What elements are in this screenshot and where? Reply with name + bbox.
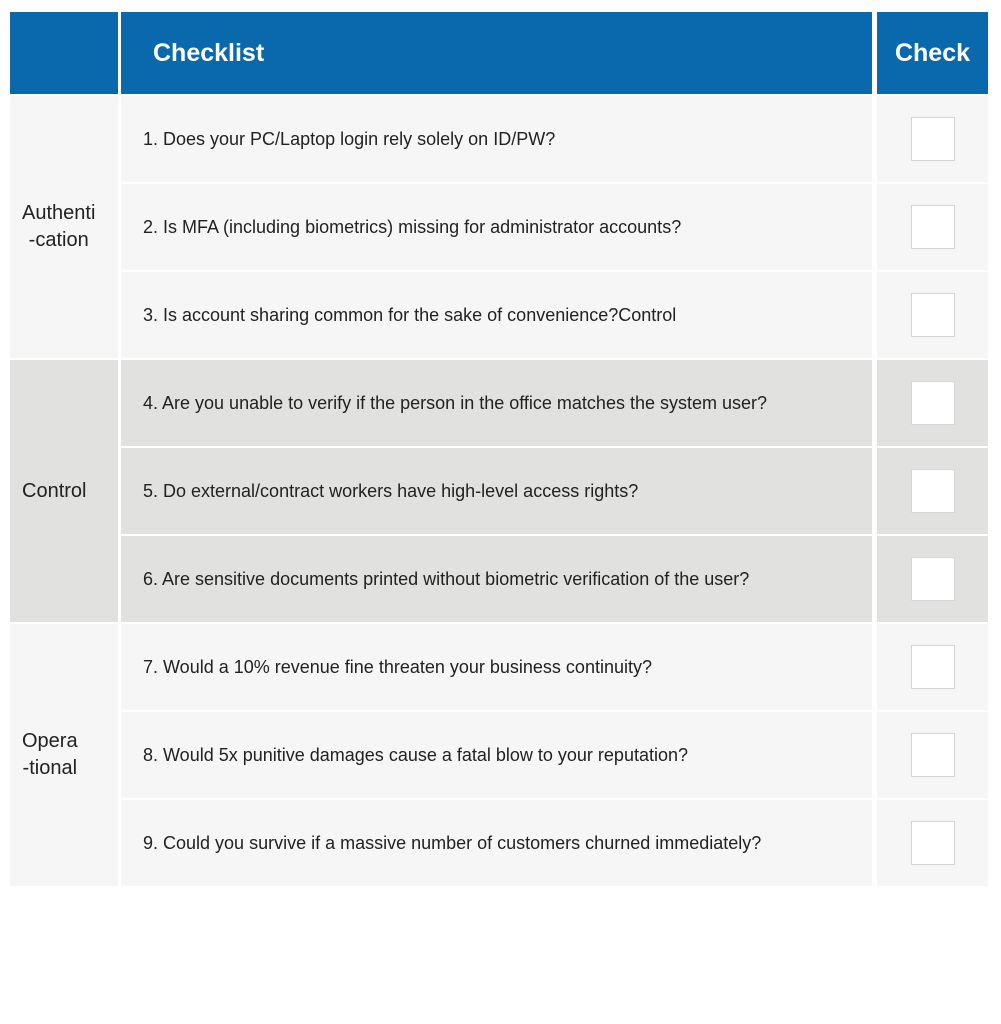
category-label [22, 478, 86, 505]
check-cell [877, 96, 988, 182]
table-row [121, 360, 988, 446]
category-label [22, 200, 95, 254]
checkbox[interactable] [911, 645, 955, 689]
category-label-line: -cation [28, 229, 89, 251]
check-cell [877, 624, 988, 710]
checkbox[interactable] [911, 733, 955, 777]
check-cell [877, 712, 988, 798]
header-check: Check [877, 12, 988, 94]
group-authentication [10, 96, 988, 358]
check-cell [877, 184, 988, 270]
question-text: 4. Are you unable to verify if the person in the office matches the system user? [121, 360, 872, 446]
category-label-line: -tional [22, 757, 78, 779]
check-cell [877, 800, 988, 886]
checklist-table [10, 12, 988, 888]
checkbox[interactable] [911, 469, 955, 513]
table-row [121, 184, 988, 270]
table-row [121, 712, 988, 798]
question-text: 1. Does your PC/Laptop login rely solely on ID/PW? [121, 96, 872, 182]
check-cell [877, 272, 988, 358]
question-text: 9. Could you survive if a massive number of customers churned immediately? [121, 800, 872, 886]
header-checklist: Checklist [121, 12, 872, 94]
checkbox[interactable] [911, 205, 955, 249]
question-text: 3. Is account sharing common for the sake of convenience?Control [121, 272, 872, 358]
category-label [22, 728, 78, 782]
category-label-line: Opera [22, 730, 78, 752]
question-text: 5. Do external/contract workers have high-level access rights? [121, 448, 872, 534]
group-control [10, 360, 988, 622]
checkbox[interactable] [911, 381, 955, 425]
checkbox[interactable] [911, 557, 955, 601]
category-label-line: Authenti [22, 202, 96, 224]
items-column [121, 96, 988, 358]
question-text: 7. Would a 10% revenue fine threaten your business continuity? [121, 624, 872, 710]
category-cell [10, 360, 118, 622]
items-column [121, 624, 988, 886]
header-category-cell [10, 12, 118, 94]
checkbox[interactable] [911, 117, 955, 161]
table-row [121, 536, 988, 622]
question-text: 8. Would 5x punitive damages cause a fatal blow to your reputation? [121, 712, 872, 798]
table-header [10, 12, 988, 94]
table-row [121, 272, 988, 358]
category-cell [10, 96, 118, 358]
table-row [121, 96, 988, 182]
question-text: 2. Is MFA (including biometrics) missing for administrator accounts? [121, 184, 872, 270]
check-cell [877, 448, 988, 534]
check-cell [877, 536, 988, 622]
items-column [121, 360, 988, 622]
table-row [121, 800, 988, 886]
checkbox[interactable] [911, 293, 955, 337]
group-operational [10, 624, 988, 886]
category-label-line: Control [22, 479, 87, 502]
table-row [121, 624, 988, 710]
check-cell [877, 360, 988, 446]
question-text: 6. Are sensitive documents printed without biometric verification of the user? [121, 536, 872, 622]
table-row [121, 448, 988, 534]
checkbox[interactable] [911, 821, 955, 865]
category-cell [10, 624, 118, 886]
